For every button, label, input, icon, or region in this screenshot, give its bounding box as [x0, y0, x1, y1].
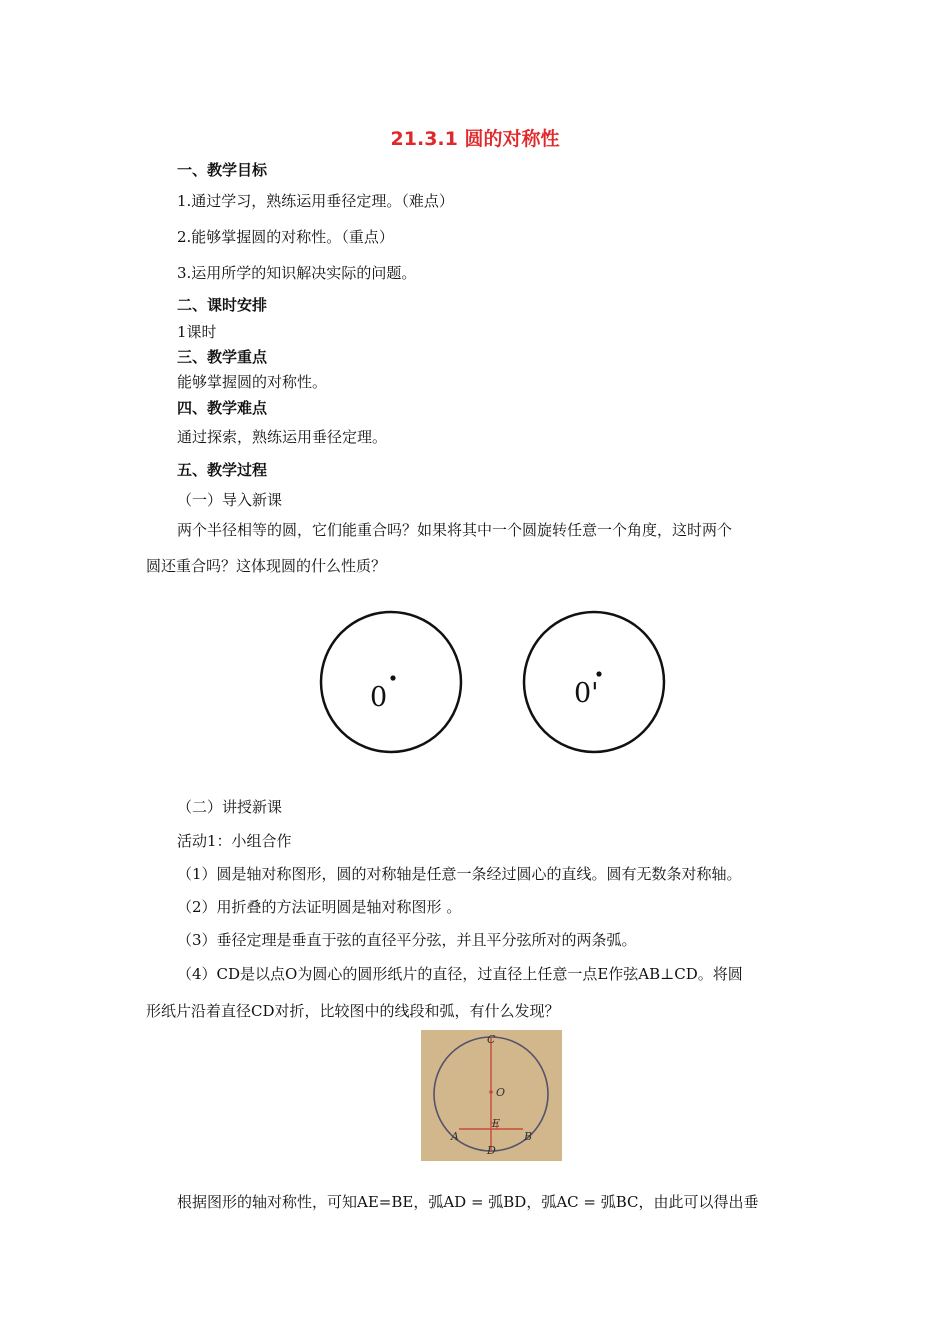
- point-3: （3）垂径定理是垂直于弦的直径平分弦，并且平分弦所对的两条弧。: [177, 931, 637, 949]
- section-heading-process: 五、教学过程: [177, 461, 268, 479]
- section-heading-key-point: 三、教学重点: [177, 348, 268, 366]
- center-point-o: [489, 1090, 493, 1094]
- section-heading-goals: 一、教学目标: [177, 161, 268, 179]
- circle-o: [321, 612, 461, 752]
- point-2: （2）用折叠的方法证明圆是轴对称图形 。: [177, 898, 462, 916]
- center-dot-o: [390, 675, 395, 680]
- goal-item-1: 1.通过学习，熟练运用垂径定理。（难点）: [177, 192, 454, 210]
- activity-title: 活动1：小组合作: [177, 832, 292, 850]
- label-e: E: [492, 1117, 501, 1130]
- page-title: 21.3.1 圆的对称性: [390, 128, 560, 150]
- conclusion-line: 根据图形的轴对称性，可知AE=BE，弧AD = 弧BD，弧AC = 弧BC，由此可以得出垂: [177, 1193, 759, 1211]
- goal-item-2: 2.能够掌握圆的对称性。（重点）: [177, 228, 394, 246]
- label-a: A: [451, 1130, 459, 1143]
- label-c: C: [487, 1033, 496, 1046]
- label-b: B: [524, 1130, 533, 1143]
- chord-diameter-diagram: [421, 1030, 562, 1161]
- label-o: O: [496, 1086, 506, 1099]
- section-heading-schedule: 二、课时安排: [177, 296, 268, 314]
- intro-paragraph-line-1: 两个半径相等的圆，它们能重合吗？如果将其中一个圆旋转任意一个角度，这时两个: [177, 521, 733, 539]
- label-o: 0: [370, 682, 388, 713]
- intro-paragraph-line-2: 圆还重合吗？这体现圆的什么性质？: [146, 557, 387, 575]
- key-point-text: 能够掌握圆的对称性。: [177, 373, 328, 391]
- center-dot-o-prime: [596, 671, 601, 676]
- goal-item-3: 3.运用所学的知识解决实际的问题。: [177, 264, 417, 282]
- paper-fold-photo: [421, 1030, 562, 1161]
- part-intro-heading: （一）导入新课: [177, 491, 283, 509]
- point-1: （1）圆是轴对称图形，圆的对称轴是任意一条经过圆心的直线。圆有无数条对称轴。: [177, 865, 742, 883]
- two-circles-figure: [318, 610, 670, 755]
- point-4-line-2: 形纸片沿着直径CD对折，比较图中的线段和弧，有什么发现？: [146, 1002, 560, 1020]
- label-d: D: [487, 1144, 496, 1157]
- section-heading-difficulty: 四、教学难点: [177, 399, 268, 417]
- schedule-text: 1课时: [177, 323, 217, 341]
- difficulty-text: 通过探索，熟练运用垂径定理。: [177, 428, 388, 446]
- label-o-prime: 0': [574, 678, 599, 709]
- point-4-line-1: （4）CD是以点O为圆心的圆形纸片的直径，过直径上任意一点E作弦AB⊥CD。将圆: [177, 965, 743, 983]
- part-teach-heading: （二）讲授新课: [177, 798, 283, 816]
